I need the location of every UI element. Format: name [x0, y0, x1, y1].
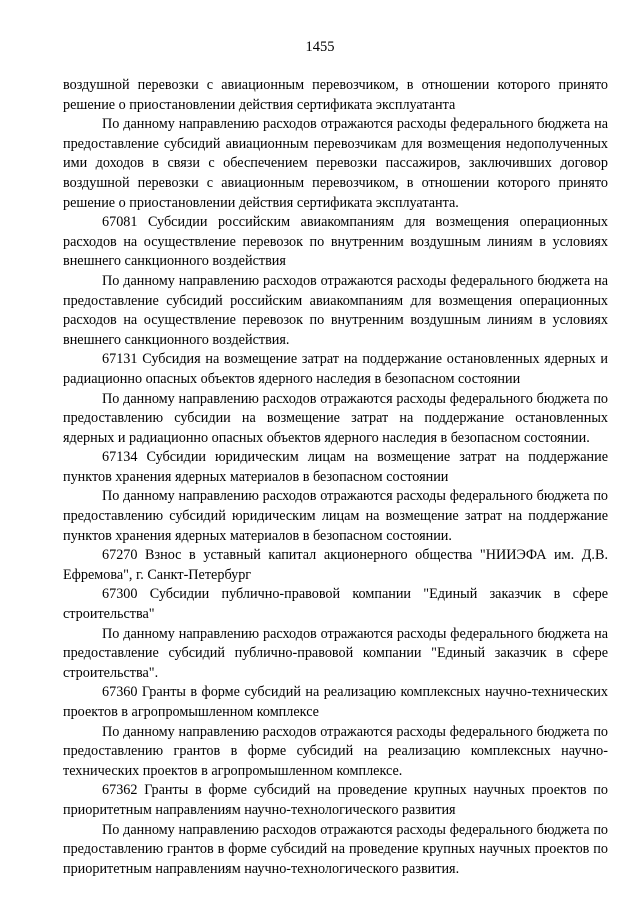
expense-entry-heading: 67131 Субсидия на возмещение затрат на поддержание остановленных ядерных и радиационно опасных объектов ядерного наследия в безопасном состоянии	[63, 351, 608, 387]
page-number: 1455	[305, 39, 335, 55]
expense-entry-heading: 67360 Гранты в форме субсидий на реализацию комплексных научно-технических проектов в агропромышленном комплексе	[63, 684, 608, 720]
paragraph-body: По данному направлению расходов отражаются расходы федерального бюджета по предоставлению субсидий юридическим лицам на возмещение затрат на поддержание пунктов хранения ядерных материалов в безопасном состоянии.	[63, 488, 608, 544]
expense-entry-heading: 67300 Субсидии публично-правовой компании "Единый заказчик в сфере строительства"	[63, 586, 608, 623]
paragraph-body: По данному направлению расходов отражаются расходы федерального бюджета по предоставлению грантов в форме субсидий на проведение крупных научных проектов по приоритетным направлениям научно-технологического развития.	[63, 821, 608, 877]
paragraph-body: По данному направлению расходов отражаются расходы федерального бюджета на предоставление субсидий публично-правовой компании "Единый заказчик в сфере строительства".	[63, 625, 608, 681]
expense-entry-heading: 67081 Субсидии российским авиакомпаниям для возмещения операционных расходов на осуществление перевозок по внутренним воздушным линиям в условиях внешнего санкционного воздействия	[63, 214, 608, 270]
paragraph-body: По данному направлению расходов отражаются расходы федерального бюджета на предоставление субсидий российским авиакомпаниям для возмещения операционных расходов на осуществление перевозок по внутренним воздушным линиям в условиях внешнего санкционного воздействия.	[63, 272, 608, 348]
expense-entry-heading: 67362 Гранты в форме субсидий на проведение крупных научных проектов по приоритетным направлениям научно-технологического развития	[63, 782, 608, 818]
paragraph-body: По данному направлению расходов отражаются расходы федерального бюджета по предоставлению субсидии на возмещение затрат на поддержание остановленных ядерных и радиационно опасных объектов ядерного наследия в безопасном состоянии.	[63, 390, 608, 446]
expense-entry-heading: 67134 Субсидии юридическим лицам на возмещение затрат на поддержание пунктов хранения ядерных материалов в безопасном состоянии	[63, 449, 608, 485]
paragraph-continuation: воздушной перевозки с авиационным перевозчиком, в отношении которого принято решение о приостановлении действия сертификата эксплуатанта	[63, 77, 608, 113]
paragraph-body: По данному направлению расходов отражаются расходы федерального бюджета на предоставление субсидий авиационным перевозчикам для возмещения недополученных ими доходов в связи с обеспечением перевозки пассажиров, заключивших договор воздушной перевозки с авиационным перевозчиком, в отношении которого принято решение о приостановлении действия сертификата эксплуатанта.	[63, 116, 608, 211]
expense-entry-heading: 67270 Взнос в уставный капитал акционерного общества "НИИЭФА им. Д.В. Ефремова", г. Санкт-Петербург	[63, 547, 608, 583]
paragraph-body: По данному направлению расходов отражаются расходы федерального бюджета по предоставлению грантов в форме субсидий на реализацию комплексных научно-технических проектов в агропромышленном комплексе.	[63, 723, 608, 779]
document-body	[63, 76, 608, 879]
